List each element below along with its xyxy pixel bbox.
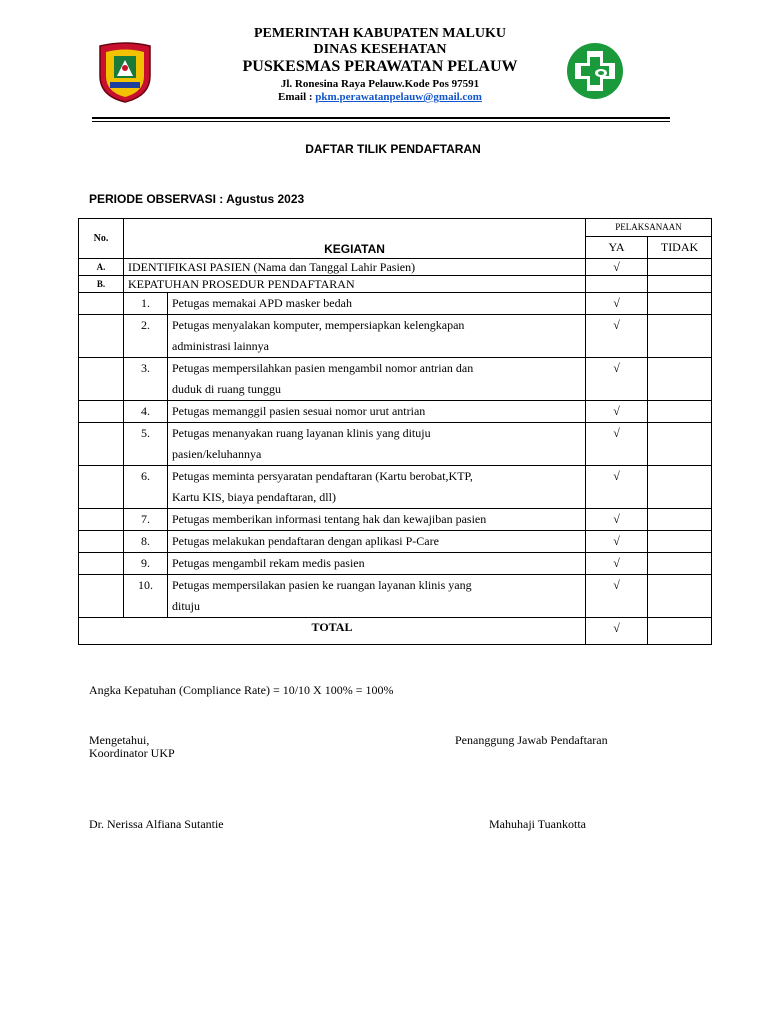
email-label: Email :	[278, 91, 316, 103]
section-a-no: A.	[79, 259, 124, 276]
row-number: 7.	[124, 509, 168, 531]
header-email-line	[180, 91, 580, 103]
row-ya-check: √	[586, 531, 648, 553]
row-tidak	[648, 423, 712, 466]
section-a-tidak	[648, 259, 712, 276]
row-activity-line1: Petugas melakukan pendaftaran dengan aplikasi P-Care	[172, 534, 439, 548]
row-activity	[168, 553, 586, 575]
row-blank	[79, 293, 124, 315]
row-blank	[79, 509, 124, 531]
row-ya-check: √	[586, 575, 648, 618]
row-activity-line1: Petugas memberikan informasi tentang hak dan kewajiban pasien	[172, 512, 487, 526]
row-activity-line1: Petugas menyalakan komputer, mempersiapkan kelengkapan	[172, 318, 465, 332]
signature-left-name: Dr. Nerissa Alfiana Sutantie	[89, 817, 224, 831]
row-tidak	[648, 293, 712, 315]
row-tidak	[648, 575, 712, 618]
row-ya-check: √	[586, 315, 648, 358]
header-rule-thin	[92, 121, 670, 122]
row-tidak	[648, 553, 712, 575]
checklist-row	[79, 553, 712, 575]
email-link[interactable]: pkm.perawatanpelauw@gmail.com	[315, 91, 482, 103]
checklist-row	[79, 293, 712, 315]
row-number: 1.	[124, 293, 168, 315]
row-activity-line2: dituju	[172, 599, 201, 613]
row-number: 5.	[124, 423, 168, 466]
row-number: 9.	[124, 553, 168, 575]
row-activity	[168, 466, 586, 509]
row-activity	[168, 575, 586, 618]
observation-period: PERIODE OBSERVASI : Agustus 2023	[89, 192, 305, 206]
row-activity-line1: Petugas mengambil rekam medis pasien	[172, 556, 365, 570]
row-activity-line2: Kartu KIS, biaya pendaftaran, dll)	[172, 490, 336, 504]
row-number: 8.	[124, 531, 168, 553]
row-ya-check: √	[586, 553, 648, 575]
row-number: 3.	[124, 358, 168, 401]
row-tidak	[648, 509, 712, 531]
row-blank	[79, 466, 124, 509]
header-tidak: TIDAK	[648, 237, 712, 259]
total-tidak	[648, 618, 712, 645]
row-tidak	[648, 531, 712, 553]
row-activity-line1: Petugas memanggil pasien sesuai nomor urut antrian	[172, 404, 426, 418]
section-a-text: IDENTIFIKASI PASIEN (Nama dan Tanggal Lahir Pasien)	[124, 259, 586, 276]
row-ya-check: √	[586, 293, 648, 315]
row-blank	[79, 315, 124, 358]
row-activity	[168, 509, 586, 531]
row-number: 10.	[124, 575, 168, 618]
header-rule-thick	[92, 117, 670, 119]
row-activity-line2: pasien/keluhannya	[172, 447, 262, 461]
row-activity-line2: duduk di ruang tunggu	[172, 382, 281, 396]
row-ya-check: √	[586, 509, 648, 531]
header-line-puskesmas: PUSKESMAS PERAWATAN PELAUW	[242, 58, 518, 75]
document-title: DAFTAR TILIK PENDAFTARAN	[305, 142, 481, 156]
row-blank	[79, 401, 124, 423]
row-ya-check: √	[586, 401, 648, 423]
header-ya: YA	[586, 237, 648, 259]
row-tidak	[648, 358, 712, 401]
header-line-dinas: DINAS KESEHATAN	[313, 42, 447, 57]
signature-right-name: Mahuhaji Tuankotta	[489, 817, 587, 831]
row-blank	[79, 553, 124, 575]
row-activity	[168, 531, 586, 553]
section-b-row	[79, 276, 712, 293]
row-activity-line1: Petugas meminta persyaratan pendaftaran (Kartu berobat,KTP,	[172, 469, 473, 483]
header-kegiatan: KEGIATAN	[124, 219, 586, 259]
checklist-row	[79, 575, 712, 618]
row-ya-check: √	[586, 358, 648, 401]
row-activity-line1: Petugas memakai APD masker bedah	[172, 296, 352, 310]
row-number: 4.	[124, 401, 168, 423]
row-activity	[168, 423, 586, 466]
section-b-text: KEPATUHAN PROSEDUR PENDAFTARAN	[124, 276, 586, 293]
compliance-rate: Angka Kepatuhan (Compliance Rate) = 10/10 X 100% = 100%	[89, 683, 394, 697]
checklist-row	[79, 531, 712, 553]
section-a-ya: √	[586, 259, 648, 276]
header-address: Jl. Ronesina Raya Pelauw.Kode Pos 97591	[280, 78, 480, 90]
header-no: No.	[79, 219, 124, 259]
row-activity	[168, 358, 586, 401]
checklist-row	[79, 423, 712, 466]
header-line-pemerintah: PEMERINTAH KABUPATEN MALUKU	[254, 26, 506, 41]
signature-left-role: Koordinator UKP	[89, 746, 175, 760]
checklist-row	[79, 358, 712, 401]
row-activity-line1: Petugas menanyakan ruang layanan klinis yang dituju	[172, 426, 431, 440]
total-ya: √	[586, 618, 648, 645]
checklist-table	[78, 218, 712, 645]
row-activity-line2: administrasi lainnya	[172, 339, 269, 353]
checklist-row	[79, 315, 712, 358]
checklist-row	[79, 509, 712, 531]
signature-left-title: Mengetahui,	[89, 733, 150, 747]
section-a-row	[79, 259, 712, 276]
total-label: TOTAL	[79, 618, 586, 645]
checklist-row	[79, 401, 712, 423]
section-b-ya	[586, 276, 648, 293]
row-blank	[79, 423, 124, 466]
total-row	[79, 618, 712, 645]
checklist-row	[79, 466, 712, 509]
row-tidak	[648, 466, 712, 509]
signature-right-role: Penanggung Jawab Pendaftaran	[455, 733, 608, 747]
row-blank	[79, 531, 124, 553]
section-b-no: B.	[79, 276, 124, 293]
row-activity	[168, 401, 586, 423]
row-blank	[79, 358, 124, 401]
row-activity	[168, 293, 586, 315]
header-pelaksanaan: PELAKSANAAN	[586, 219, 712, 237]
row-ya-check: √	[586, 423, 648, 466]
section-b-tidak	[648, 276, 712, 293]
row-activity-line1: Petugas mempersilahkan pasien mengambil nomor antrian dan	[172, 361, 474, 375]
regency-emblem-logo	[96, 42, 154, 104]
row-tidak	[648, 401, 712, 423]
row-number: 2.	[124, 315, 168, 358]
row-activity	[168, 315, 586, 358]
row-tidak	[648, 315, 712, 358]
row-activity-line1: Petugas mempersilakan pasien ke ruangan layanan klinis yang	[172, 578, 472, 592]
row-ya-check: √	[586, 466, 648, 509]
row-blank	[79, 575, 124, 618]
row-number: 6.	[124, 466, 168, 509]
